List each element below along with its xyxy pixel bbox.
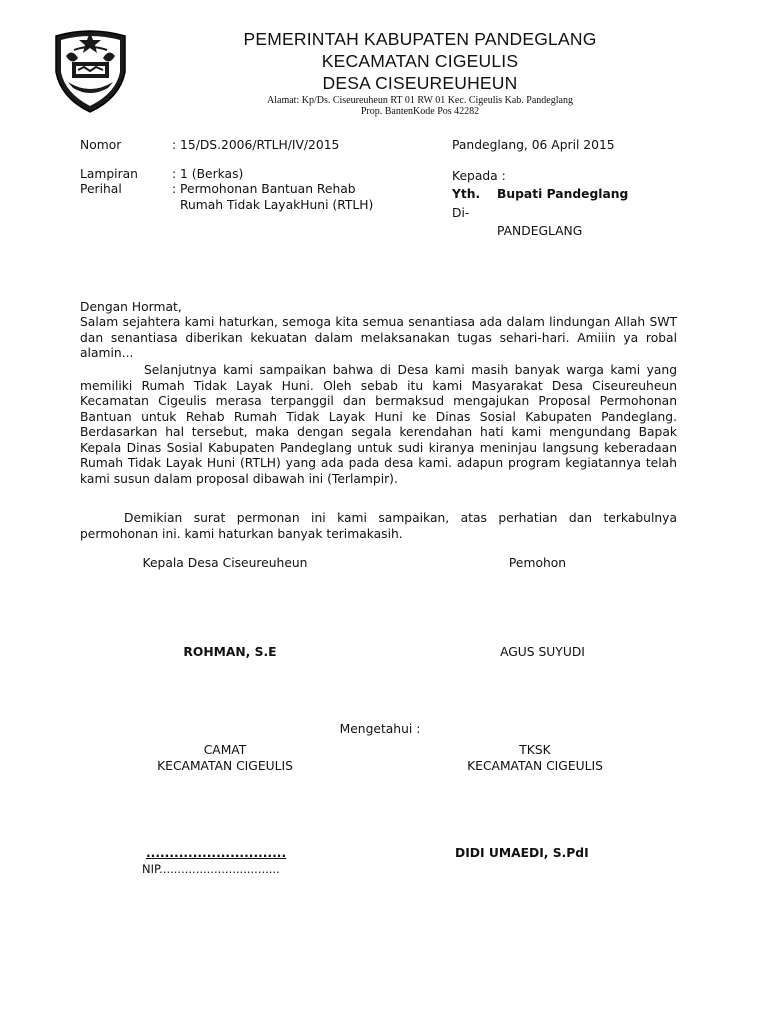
lampiran-label: Lampiran bbox=[80, 167, 138, 181]
lampiran-value: : 1 (Berkas) bbox=[172, 167, 244, 181]
camat-nip: NIP................................. bbox=[142, 862, 280, 876]
recipient-place: PANDEGLANG bbox=[497, 224, 583, 238]
nomor-value: : 15/DS.2006/RTLH/IV/2015 bbox=[172, 138, 340, 152]
di-label: Di- bbox=[452, 206, 470, 220]
header-village: DESA CISEUREUHEUN bbox=[322, 73, 518, 93]
recipient-name: Bupati Pandeglang bbox=[497, 187, 629, 201]
camat-district: KECAMATAN CIGEULIS bbox=[157, 759, 293, 773]
signer-left-title: Kepala Desa Ciseureuheun bbox=[142, 556, 308, 570]
perihal-value-cont: Rumah Tidak LayakHuni (RTLH) bbox=[180, 198, 374, 212]
mengetahui-label: Mengetahui : bbox=[339, 722, 421, 736]
yth-label: Yth. bbox=[452, 187, 481, 201]
tksk-name: DIDI UMAEDI, S.PdI bbox=[455, 846, 589, 860]
perihal-label: Perihal bbox=[80, 182, 122, 196]
tksk-title: TKSK bbox=[519, 743, 551, 757]
camat-name-placeholder: .............................. bbox=[146, 846, 287, 860]
perihal-value: : Permohonan Bantuan Rehab bbox=[172, 182, 356, 196]
paragraph-opening: Salam sejahtera kami haturkan, semoga kita semua senantiasa ada dalam lindungan Allah SWT dan senantiasa diberikan kekuatan dalam melaksanakan tugas sehari-hari. Amiiin ya robal alamin... bbox=[80, 315, 677, 360]
signer-right-name: AGUS SUYUDI bbox=[500, 645, 585, 659]
header-postal: Prop. BantenKode Pos 42282 bbox=[360, 106, 480, 117]
regency-emblem bbox=[48, 26, 133, 114]
signer-left-name: ROHMAN, S.E bbox=[183, 645, 277, 659]
camat-title: CAMAT bbox=[203, 743, 247, 757]
header-district: KECAMATAN CIGEULIS bbox=[321, 51, 519, 71]
nomor-label: Nomor bbox=[80, 138, 122, 152]
greeting: Dengan Hormat, bbox=[80, 300, 182, 314]
paragraph-closing: Demikian surat permonan ini kami sampaikan, atas perhatian dan terkabulnya permohonan ini. kami haturkan banyak terimakasih. bbox=[80, 511, 677, 541]
tksk-district: KECAMATAN CIGEULIS bbox=[467, 759, 603, 773]
signer-right-title: Pemohon bbox=[508, 556, 567, 570]
header-government: PEMERINTAH KABUPATEN PANDEGLANG bbox=[243, 29, 597, 49]
letter-date: Pandeglang, 06 April 2015 bbox=[452, 138, 615, 152]
kepada-label: Kepada : bbox=[452, 169, 506, 183]
header-address: Alamat: Kp/Ds. Ciseureuheun RT 01 RW 01 Kec. Cigeulis Kab. Pandeglang bbox=[267, 95, 573, 106]
paragraph-main: Selanjutnya kami sampaikan bahwa di Desa kami masih banyak warga kami yang memiliki Rumah Tidak Layak Huni. Oleh sebab itu kami Masyarakat Desa Ciseureuheun Kecamatan Cigeulis merasa terpanggil dan bermaksud mengajukan Proposal Permohonan Bantuan untuk Rehab Rumah Tidak Layak Huni ke Dinas Sosial Kabupaten Pandeglang. Berdasarkan hal tersebut, maka dengan segala kerendahan hati kami mengundang Bapak Kepala Dinas Sosial Kabupaten Pandeglang untuk sudi kiranya meninjau langsung keberadaan Rumah Tidak Layak Huni (RTLH) yang ada pada desa kami. adapun program kegiatannya telah kami susun dalam proposal dibawah ini (Terlampir). bbox=[80, 363, 677, 486]
